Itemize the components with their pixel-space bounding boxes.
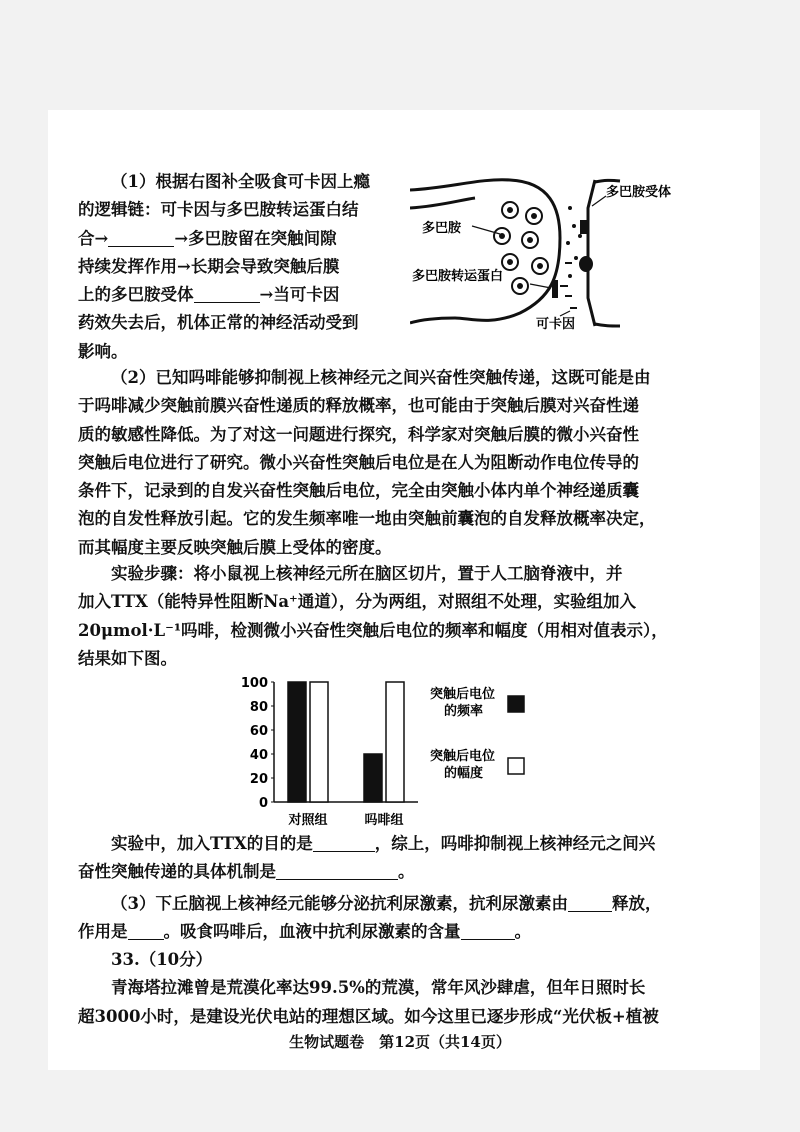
bars xyxy=(288,682,404,802)
after-chart-line-2 xyxy=(78,858,703,886)
q2-line-7: 而其幅度主要反映突触后膜上受体的密度。 xyxy=(78,537,392,557)
q1-line-2: 的逻辑链：可卡因与多巴胺转运蛋白结 xyxy=(78,200,359,220)
after-chart-line-1 xyxy=(78,830,703,858)
q1-line-3 xyxy=(78,225,408,253)
after-chart-2a: 奋性突触传递的具体机制是 xyxy=(78,862,276,882)
method-line-3: 20μmol·L⁻¹吗啡，检测微小兴奋性突触后电位的频率和幅度（用相对值表示）， xyxy=(78,620,668,640)
q2-line-5: 条件下，记录到的自发兴奋性突触后电位，完全由突触小体内单个神经递质囊 xyxy=(78,481,639,501)
answer-blank-1[interactable] xyxy=(108,228,174,247)
q1-line-6: 药效失去后，机体正常的神经活动受到 xyxy=(78,313,359,333)
answer-blank-2[interactable] xyxy=(194,284,260,303)
q3-1a: （3）下丘脑视上核神经元能够分泌抗利尿激素，抗利尿激素由 xyxy=(111,894,568,913)
answer-blank-4[interactable] xyxy=(276,861,398,880)
receptor-icon xyxy=(580,220,588,234)
q2-line-1: （2）已知吗啡能够抑制视上核神经元之间兴奋性突触传递，这既可能是由 xyxy=(111,368,651,387)
x-tick-label: 吗啡组 xyxy=(364,813,404,828)
q2-line-3: 质的敏感性降低。为了对这一问题进行探究，科学家对突触后膜的微小兴奋性 xyxy=(78,424,639,444)
q3-2a: 作用是 xyxy=(78,922,128,942)
method-line-4: 结果如下图。 xyxy=(78,648,177,668)
label-dopamine-receptor: 多巴胺受体 xyxy=(606,185,672,200)
y-tick-label: 40 xyxy=(249,748,268,763)
q1-line-5b: →当可卡因 xyxy=(259,285,340,305)
q1-line-5 xyxy=(78,281,408,309)
answer-blank-6[interactable] xyxy=(128,921,164,940)
y-tick-label: 100 xyxy=(240,676,268,691)
label-cocaine: 可卡因 xyxy=(536,317,576,332)
receptor-bound-icon xyxy=(579,256,593,272)
label-dopamine: 多巴胺 xyxy=(422,221,462,236)
answer-blank-3[interactable] xyxy=(313,833,375,852)
answer-blank-5[interactable] xyxy=(568,893,612,912)
after-chart-2b: 。 xyxy=(398,862,415,882)
y-tick-label: 0 xyxy=(258,796,268,811)
question-1 xyxy=(78,168,408,366)
bar-amplitude-0 xyxy=(310,682,328,802)
bar-amplitude-1 xyxy=(386,682,404,802)
x-tick-label: 对照组 xyxy=(288,813,328,828)
bar-frequency-1 xyxy=(364,754,382,802)
legend-label-line2: 的幅度 xyxy=(444,766,484,781)
question-33 xyxy=(78,946,703,1031)
q1-line-5a: 上的多巴胺受体 xyxy=(78,285,194,305)
label-transporter: 多巴胺转运蛋白 xyxy=(412,269,504,284)
q2-line-4: 突触后电位进行了研究。微小兴奋性突触后电位是在人为阻断动作电位传导的 xyxy=(78,452,639,472)
legend-label-line1: 突触后电位 xyxy=(430,687,496,702)
x-axis-labels xyxy=(287,812,403,828)
answer-blank-7[interactable] xyxy=(461,921,515,940)
after-chart-1a: 实验中，加入TTX的目的是 xyxy=(111,834,313,853)
after-chart-text xyxy=(78,830,703,887)
q3-1b: 释放， xyxy=(611,894,662,913)
y-tick-label: 20 xyxy=(249,772,268,787)
y-axis-ticks xyxy=(241,676,274,811)
legend-swatch xyxy=(508,696,524,712)
experiment-steps xyxy=(78,560,703,673)
q1-line-1: （1）根据右图补全吸食可卡因上瘾 xyxy=(111,172,370,191)
presynaptic-membrane xyxy=(410,180,560,323)
legend-swatch xyxy=(508,758,524,774)
chart-legend xyxy=(430,686,524,781)
question-2 xyxy=(78,364,703,562)
q1-line-3a: 合→ xyxy=(78,228,109,248)
q1-line-4: 持续发挥作用→长期会导致突触后膜 xyxy=(78,256,340,276)
synapse-diagram xyxy=(410,168,720,343)
q2-line-2: 于吗啡减少突触前膜兴奋性递质的释放概率，也可能由于突触后膜对兴奋性递 xyxy=(78,396,639,416)
q33-line-2: 超3000小时，是建设光伏电站的理想区域。如今这里已逐步形成“光伏板+植被 xyxy=(78,1006,659,1026)
q1-line-7: 影响。 xyxy=(78,341,128,361)
postsynaptic-membrane xyxy=(588,180,595,326)
q3-2b: 。吸食吗啡后，血液中抗利尿激素的含量 xyxy=(163,922,461,942)
bar-frequency-0 xyxy=(288,682,306,802)
q2-line-6: 泡的自发性释放引起。它的发生频率唯一地由突触前囊泡的自发释放概率决定， xyxy=(78,509,656,529)
bar-chart xyxy=(240,670,540,835)
q1-line-3b: →多巴胺留在突触间隙 xyxy=(174,228,337,248)
q3-2c: 。 xyxy=(514,922,531,942)
y-tick-label: 80 xyxy=(249,700,268,715)
y-tick-label: 60 xyxy=(249,724,268,739)
cocaine-markers xyxy=(560,263,577,308)
question-3 xyxy=(78,890,703,947)
q33-title: 33.（10分） xyxy=(111,950,213,969)
page-footer: 生物试题卷 第12页（共14页） xyxy=(289,1033,511,1051)
q33-line-1: 青海塔拉滩曾是荒漠化率达99.5%的荒漠，常年风沙肆虐，但年日照时长 xyxy=(111,978,646,998)
q3-line-2 xyxy=(78,918,703,946)
method-line-1: 实验步骤：将小鼠视上核神经元所在脑区切片，置于人工脑脊液中，并 xyxy=(111,564,623,583)
q3-line-1 xyxy=(78,890,703,918)
transporter-icon xyxy=(552,280,558,298)
legend-label-line1: 突触后电位 xyxy=(430,749,496,764)
legend-label-line2: 的频率 xyxy=(444,704,484,719)
method-line-2: 加入TTX（能特异性阻断Na⁺通道），分为两组，对照组不处理，实验组加入 xyxy=(78,592,637,612)
after-chart-1b: ，综上，吗啡抑制视上核神经元之间兴 xyxy=(374,834,656,853)
